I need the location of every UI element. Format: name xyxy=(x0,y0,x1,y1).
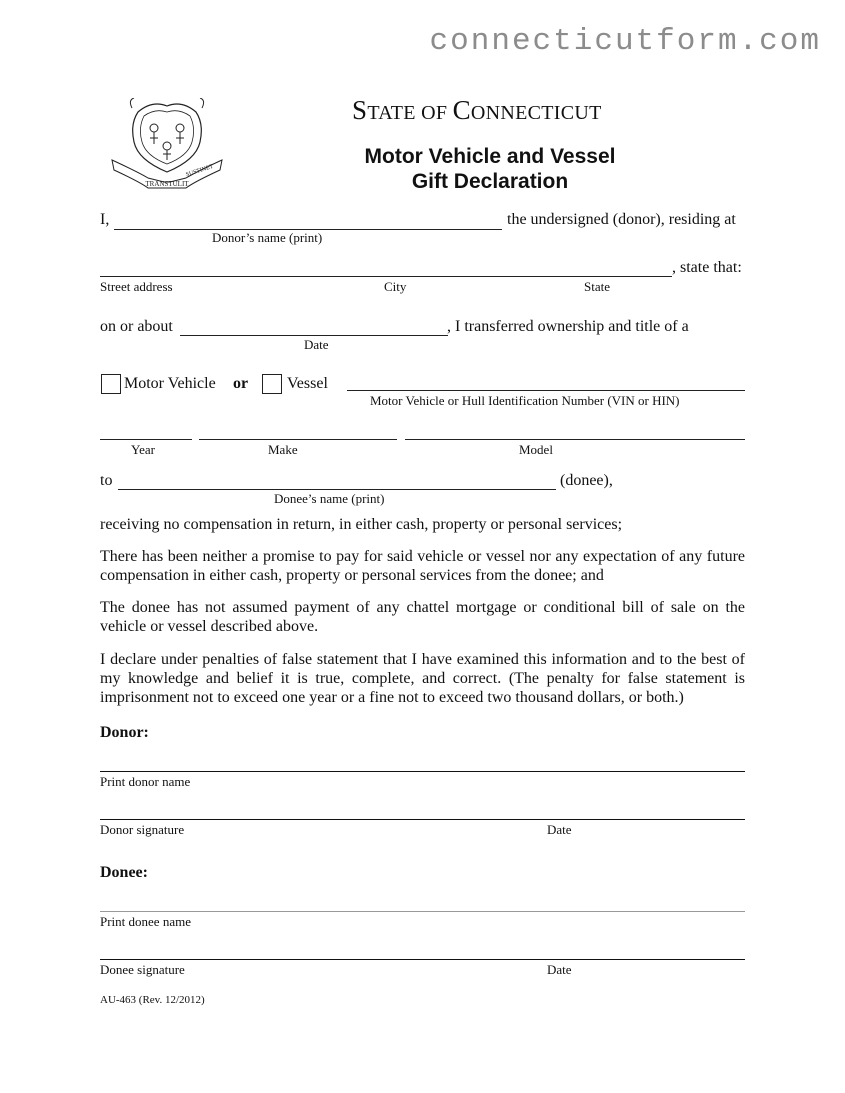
donee-signature-label: Donee signature xyxy=(100,962,185,977)
donee-print-name-field[interactable] xyxy=(100,911,745,912)
svg-text:SUSTINET: SUSTINET xyxy=(185,163,215,179)
donor-date-label: Date xyxy=(547,822,572,837)
year-field[interactable] xyxy=(100,439,192,440)
date-prefix: on or about xyxy=(100,318,173,335)
donee-date-label: Date xyxy=(547,962,572,977)
paragraph-declaration: I declare under penalties of false statement that I have examined this information and to the best of my knowledge and belief it is true, complete, and correct. (The penalty for false statement is imprisonment not to exceed one year or a fine not to exceed two thousand dollars, or both.) xyxy=(100,651,745,706)
motor-vehicle-checkbox[interactable] xyxy=(101,374,121,394)
paragraph-no-promise: There has been neither a promise to pay for said vehicle or vessel nor any expectation of any future compensation in either cash, property or personal services from the donee; and xyxy=(100,548,745,584)
donor-print-name-field[interactable] xyxy=(100,771,745,772)
donee-suffix: (donee), xyxy=(560,472,613,489)
date-suffix: , I transferred ownership and title of a xyxy=(447,318,689,335)
form-title-line1: Motor Vehicle and Vessel xyxy=(364,145,616,168)
vessel-checkbox[interactable] xyxy=(262,374,282,394)
year-caption: Year xyxy=(131,442,155,457)
paragraph-no-compensation: receiving no compensation in return, in either cash, property or personal services; xyxy=(100,516,623,533)
donee-signature-field[interactable] xyxy=(100,959,745,960)
state-seal-image xyxy=(108,98,226,194)
date-caption: Date xyxy=(304,337,329,352)
make-field[interactable] xyxy=(199,439,397,440)
model-field[interactable] xyxy=(405,439,745,440)
model-caption: Model xyxy=(519,442,553,457)
svg-text:TRANSTULIT: TRANSTULIT xyxy=(145,180,189,188)
state-title: STATE OF CONNECTICUT xyxy=(352,95,602,125)
paragraph-no-mortgage: The donee has not assumed payment of any chattel mortgage or conditional bill of sale on the vehicle or vessel described above. xyxy=(100,599,745,635)
vin-hin-caption: Motor Vehicle or Hull Identification Number (VIN or HIN) xyxy=(370,393,680,408)
motor-vehicle-label: Motor Vehicle xyxy=(124,375,216,392)
donor-signature-field[interactable] xyxy=(100,819,745,820)
donee-name-caption: Donee’s name (print) xyxy=(274,491,385,506)
donee-heading: Donee: xyxy=(100,864,148,881)
street-caption: Street address xyxy=(100,279,173,294)
or-label: or xyxy=(233,375,249,392)
donor-signature-label: Donor signature xyxy=(100,822,185,837)
donor-print-name-label: Print donor name xyxy=(100,774,191,789)
watermark-text: connecticutform.com xyxy=(429,24,821,59)
form-title-line2: Gift Declaration xyxy=(411,170,569,193)
donee-print-name-label: Print donee name xyxy=(100,914,191,929)
state-caption: State xyxy=(584,279,610,294)
donee-name-field[interactable] xyxy=(118,489,556,490)
make-caption: Make xyxy=(268,442,298,457)
address-field[interactable] xyxy=(100,276,672,277)
transfer-date-field[interactable] xyxy=(180,335,448,336)
donee-prefix: to xyxy=(100,472,113,489)
donor-line-suffix: the undersigned (donor), residing at xyxy=(507,211,736,228)
address-suffix: , state that: xyxy=(672,259,742,276)
donor-name-caption: Donor’s name (print) xyxy=(212,230,323,245)
city-caption: City xyxy=(384,279,407,294)
vin-hin-field[interactable] xyxy=(347,390,745,391)
donor-heading: Donor: xyxy=(100,724,149,741)
form-number: AU-463 (Rev. 12/2012) xyxy=(100,994,205,1006)
vessel-label: Vessel xyxy=(287,375,328,392)
donor-prefix: I, xyxy=(100,211,110,228)
